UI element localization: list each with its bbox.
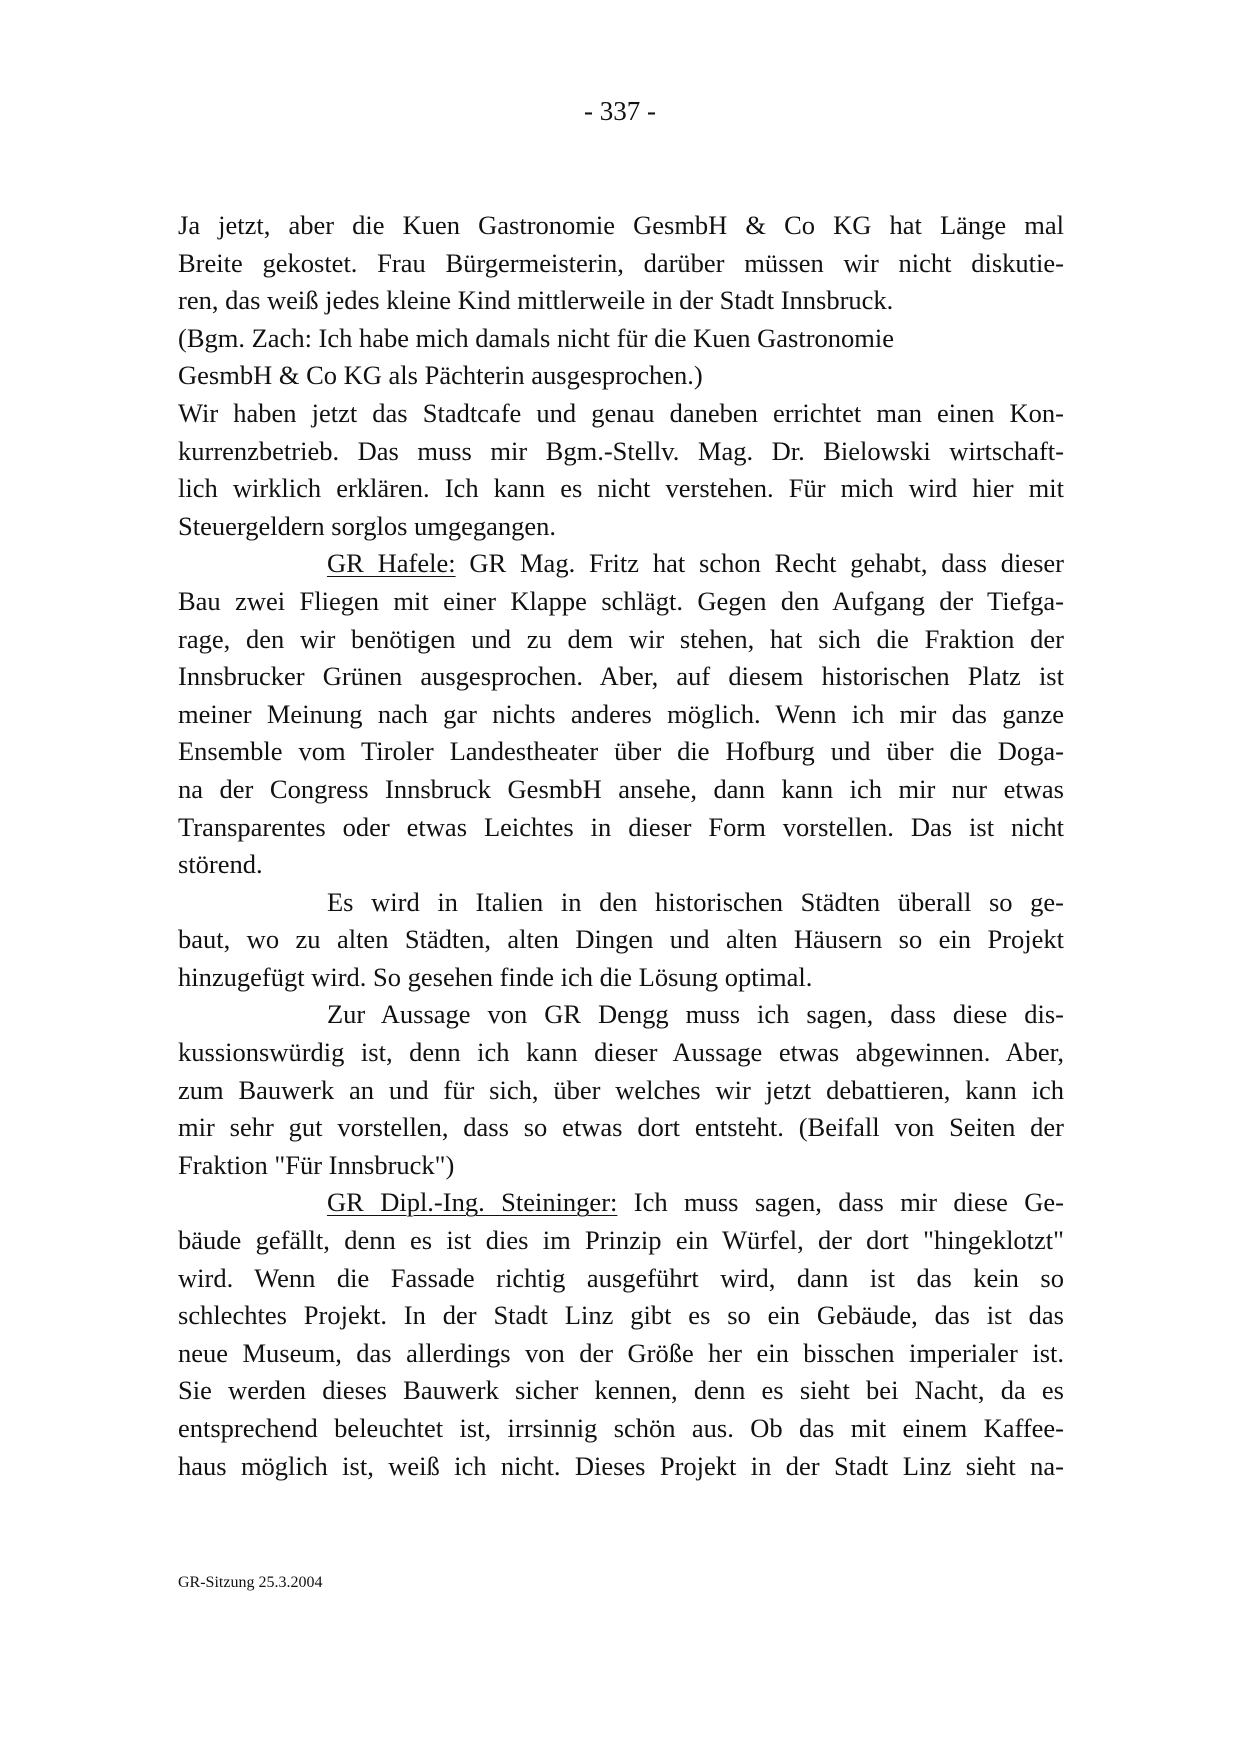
text-line: Bau zwei Fliegen mit einer Klappe schlägt. Gegen den Aufgang der Tiefga- — [178, 585, 1064, 616]
page-number: - 337 - — [584, 96, 656, 126]
speaker-line-hafele — [178, 545, 1064, 583]
text-line: meiner Meinung nach gar nichts anderes möglich. Wenn ich mir das ganze — [178, 698, 1064, 729]
speaker-name-steininger: GR Dipl.-Ing. Steininger: — [327, 1187, 618, 1218]
speaker-name-hafele: GR Hafele: — [327, 548, 456, 579]
text-line: Ensemble vom Tiroler Landestheater über die Hofburg und über die Doga- — [178, 736, 1064, 767]
text-line: Breite gekostet. Frau Bürgermeisterin, darüber müssen wir nicht diskutie- — [178, 247, 1064, 278]
text-line: mir sehr gut vorstellen, dass so etwas dort entsteht. (Beifall von Seiten der — [178, 1112, 1064, 1143]
text-line: Steuergeldern sorglos umgegangen. — [178, 510, 557, 541]
text-line: ren, das weiß jedes kleine Kind mittlerweile in der Stadt Innsbruck. — [178, 285, 894, 316]
text-line: Sie werden dieses Bauwerk sicher kennen, denn es sieht bei Nacht, da es — [178, 1375, 1064, 1406]
text-line: Innsbrucker Grünen ausgesprochen. Aber, auf diesem historischen Platz ist — [178, 661, 1064, 692]
document-body — [178, 207, 1064, 1485]
text-line: zum Bauwerk an und für sich, über welches wir jetzt debattieren, kann ich — [178, 1074, 1064, 1105]
text-line: neue Museum, das allerdings von der Größe her ein bisschen imperialer ist. — [178, 1337, 1064, 1368]
text-line: Wir haben jetzt das Stadtcafe und genau daneben errichtet man einen Kon- — [178, 397, 1064, 428]
text-line: kurrenzbetrieb. Das muss mir Bgm.-Stellv. Mag. Dr. Bielowski wirtschaft- — [178, 435, 1064, 466]
text-line: Ja jetzt, aber die Kuen Gastronomie GesmbH & Co KG hat Länge mal — [178, 210, 1064, 240]
text-line: hinzugefügt wird. So gesehen finde ich die Lösung optimal. — [178, 961, 813, 992]
text-line: haus möglich ist, weiß ich nicht. Dieses Projekt in der Stadt Linz sieht na- — [178, 1450, 1064, 1481]
text-line: störend. — [178, 849, 263, 880]
interjection-line: (Bgm. Zach: Ich habe mich damals nicht für die Kuen Gastronomie — [178, 322, 895, 353]
speaker-line-steininger — [178, 1184, 1064, 1222]
text-line: Fraktion "Für Innsbruck") — [178, 1149, 455, 1180]
text-line: schlechtes Projekt. In der Stadt Linz gibt es so ein Gebäude, das ist das — [178, 1300, 1064, 1331]
text-line: entsprechend beleuchtet ist, irrsinnig schön aus. Ob das mit einem Kaffee- — [178, 1413, 1064, 1443]
text-line: Transparentes oder etwas Leichtes in dieser Form vorstellen. Das ist nicht — [178, 811, 1064, 842]
text-line: kussionswürdig ist, denn ich kann dieser Aussage etwas abgewinnen. Aber, — [178, 1037, 1064, 1068]
interjection-line: GesmbH & Co KG als Pächterin ausgesprochen.) — [178, 360, 703, 391]
text-line: wird. Wenn die Fassade richtig ausgeführt wird, dann ist das kein so — [178, 1262, 1064, 1293]
text-line: bäude gefällt, denn es ist dies im Prinzip ein Würfel, der dort "hingeklotzt" — [178, 1225, 1064, 1256]
text-line: Ich muss sagen, dass mir diese Ge- — [633, 1187, 1064, 1218]
footer-session-date: GR-Sitzung 25.3.2004 — [178, 1574, 323, 1591]
text-line: GR Mag. Fritz hat schon Recht gehabt, dass dieser — [469, 548, 1064, 579]
text-line: lich wirklich erklären. Ich kann es nicht verstehen. Für mich wird hier mit — [178, 473, 1064, 504]
text-line: na der Congress Innsbruck GesmbH ansehe, dann kann ich mir nur etwas — [178, 773, 1064, 804]
text-line: rage, den wir benötigen und zu dem wir stehen, hat sich die Fraktion der — [178, 623, 1064, 654]
text-line: baut, wo zu alten Städten, alten Dingen und alten Häusern so ein Projekt — [178, 924, 1064, 955]
text-line: Zur Aussage von GR Dengg muss ich sagen, dass diese dis- — [327, 999, 1064, 1030]
text-line: Es wird in Italien in den historischen Städten überall so ge- — [327, 886, 1064, 917]
